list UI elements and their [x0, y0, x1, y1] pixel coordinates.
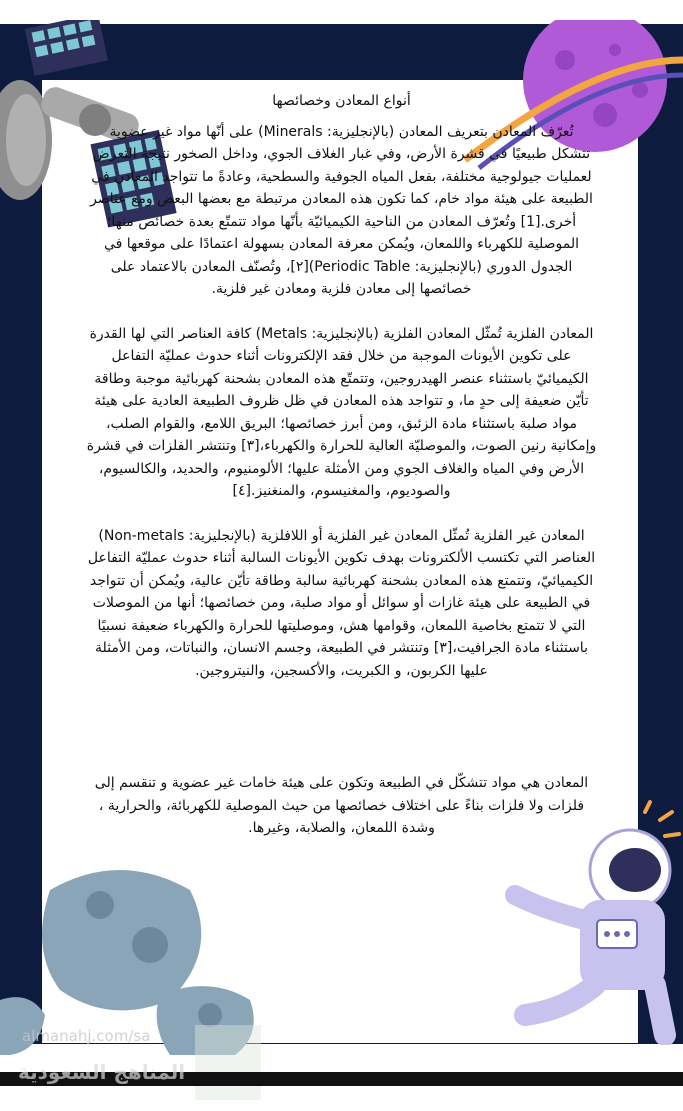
text-line: الأرض وفي المياه والغلاف الجوي ومن الأمثلة عليها؛ الألومنيوم، والحديد، والكالسيوم،	[98, 460, 585, 477]
paragraph-nonmetals	[20, 525, 663, 683]
text-line: عليها الكربون، و الكبريت، والأكسجين، والنيتروجين.	[195, 662, 488, 679]
text-line: المعادن الفلزية تُمثّل المعادن الفلزية (بالإنجليزية: Metals) كافة العناصر التي لها القدرة	[89, 325, 594, 342]
text-line: خصائصها إلى معادن فلزية ومعادن غير فلزية.	[211, 281, 472, 297]
text-line: تأيّن ضعيفة إلى حدٍ ما، و تتواجد هذه المعادن في ظل ظروف الطبيعة العادية على هيئة	[94, 393, 589, 409]
solar-panel-top	[25, 20, 108, 76]
text-line: الكيميائيّ باستثناء عنصر الهيدروجين، وتتمتّع هذه المعادن بشحنة كهربائية موجبة وطاقة	[94, 370, 589, 387]
paragraph-intro	[20, 121, 663, 301]
text-line: والصوديوم، والمغنيسوم، والمنغنيز.[٤]	[232, 483, 451, 499]
astronaut-helmet	[590, 830, 670, 910]
text-line: في الطبيعة على هيئة غازات أو سوائل أو مواد صلبة، ومن خصائصها؛ أنها من الموصلات	[92, 595, 591, 611]
text-line: تُعرّف المعادن بتعريف المعادن (بالإنجليزية: Minerals) على أنّها مواد غير عضوية	[109, 123, 574, 140]
text-line: التي لا تتمتع بخاصية اللمعان، وقوامها هش، وموصليتها للحرارة والكهرباء ضعيفة نسبيًا	[97, 617, 586, 634]
text-line: العناصر التي تكتسب الألكترونات بهدف تكوين الأيونات السالبة أثناء حدوث عمليّة التفاعل	[87, 550, 596, 566]
text-line: الطبيعة على هيئة مواد خام، كما تكون هذه المعادن مرتبطة مع بعضها البعض ومع عناصر	[90, 191, 593, 207]
watermark-name: المناهج السعودية	[18, 1060, 186, 1084]
text-line: وإمكانية رنين الصوت، والموصليّة العالية للحرارة والكهرباء،[٣] وتنتشر الفلزات في قشرة	[86, 438, 597, 454]
article-title: أنواع المعادن وخصائصها	[272, 93, 411, 109]
text-line: وشدة اللمعان، والصلابة، وغيرها.	[248, 820, 435, 836]
paragraph-closing	[20, 772, 663, 840]
text-line: فلزات ولا فلزات بناءً على اختلاف خصائصها من حيث الموصلية للكهربائة، والحرارية ،	[98, 797, 585, 814]
text-line: الكيميائيّ، وتتمتع هذه المعادن بشحنة كهربائية سالبة وطاقة تأيّن عالية، ويُمكن أن تتواجد	[89, 572, 594, 589]
watermark-logo-box	[195, 1025, 261, 1100]
text-line: الموصلية للكهرباء واللمعان، ويُمكن معرفة المعادن بسهولة اعتمادًا على موقعها في	[103, 236, 580, 252]
text-line: المعادن غير الفلزية تُمثّل المعادن غير الفلزية أو اللافلزية (بالإنجليزية: Non-metals)	[98, 527, 585, 544]
spacer	[20, 301, 663, 323]
watermark-site: almanahj.com/sa	[22, 1027, 151, 1045]
text-line: الجدول الدوري (بالإنجليزية: Periodic Table)[٢]، وتُصنّف المعادن بالاعتماد على	[110, 258, 573, 275]
text-line: أخرى.[1] وتُعرّف المعادن من الناحية الكيميائيّة بأنّها مواد تتمتّع بعدة خصائص منها؛	[106, 213, 577, 230]
text-line: لعمليات جيولوجية مختلفة، بفعل المياه الجوفية والسطحية، وعادةً ما تتواجد المعادن في	[91, 168, 592, 185]
spacer	[20, 503, 663, 525]
text-line: مواد صلبة باستثناء مادة الزئبق، ومن أبرز خصائصها؛ البريق اللامع، والقوام الصلب،	[105, 415, 578, 432]
text-line: المعادن هي مواد تتشكّل في الطبيعة وتكون على هيئة خامات غير عضوية و تنقسم إلى	[94, 775, 589, 791]
text-line: باستثناء مادة الجرافيت،[٣] وتنتشر في الطبيعة، وجسم الانسان، والنباتات، ومن الأمثلة	[95, 640, 588, 656]
text-line: تتشكل طبيعيًا في قشرة الأرض، وفي غبار الغلاف الجوي، وداخل الصخور نتيجة التعرض	[92, 146, 591, 162]
article	[20, 90, 663, 840]
paragraph-metals	[20, 323, 663, 503]
spacer	[20, 682, 663, 772]
text-line: على تكوين الأيونات الموجبة من خلال فقد الإلكترونات أثناء حدوث عمليّة التفاعل	[111, 348, 572, 364]
astronaut-body	[515, 895, 665, 1035]
